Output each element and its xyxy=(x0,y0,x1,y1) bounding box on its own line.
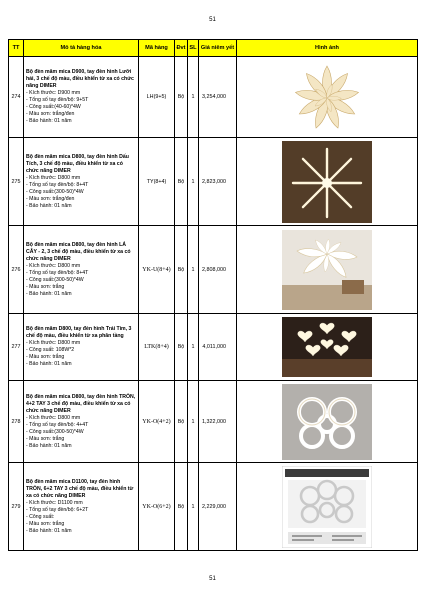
table-row xyxy=(9,57,418,138)
spec-line: - Kích thước: D800 mm xyxy=(26,262,81,269)
product-image-cell xyxy=(237,314,418,381)
spec-line: - Bảo hành: 01 năm xyxy=(26,290,72,297)
spec-line: - Màu sơn: trắng xyxy=(26,435,65,442)
star-lamp-icon xyxy=(282,141,372,223)
product-price: 4,011,000 xyxy=(199,314,237,381)
table-row xyxy=(9,314,418,381)
spec-line: - Công suất: 108W*2 xyxy=(26,347,75,353)
product-title: Bộ đèn mâm mica D800, tay đèn hình LÁ CÂY - 2, 3 chế độ màu, điều khiển từ xa có chức năng DIMER xyxy=(26,241,131,262)
spec-line: - Tổng số tay đèn/bộ: 8+4T xyxy=(26,181,89,188)
spec-line: - Màu sơn: trắng xyxy=(26,520,65,527)
row-number: 275 xyxy=(9,138,24,226)
leaf-lamp-icon xyxy=(282,230,372,310)
spec-line: - Bảo hành: 01 năm xyxy=(26,118,72,124)
product-unit: Bộ xyxy=(175,57,188,138)
spec-line: - Tổng số tay đèn/bộ: 8+4T xyxy=(26,269,89,276)
page-number-top: 51 xyxy=(209,17,216,23)
ring-lamp-icon xyxy=(282,384,372,460)
spec-line: - Kích thước: D800 mm xyxy=(26,174,81,181)
product-unit: Bộ xyxy=(175,463,188,551)
header-tt: TT xyxy=(9,40,24,57)
product-qty: 1 xyxy=(188,381,199,463)
product-title: Bộ đèn mâm mica D800, tay đèn hình Dấu Tích, 3 chế độ màu, điều khiển từ xa có chức năng DIMER xyxy=(26,153,129,174)
product-price: 2,229,000 xyxy=(199,463,237,551)
product-code: LTK(8+4) xyxy=(139,314,175,381)
product-description xyxy=(24,314,139,381)
product-code: LH(9+5) xyxy=(139,57,175,138)
spec-line: - Công suất:(300-50)*4W xyxy=(26,188,84,195)
spec-line: - Công suất:(300-50)*4W xyxy=(26,428,84,435)
spec-line: - Bảo hành: 01 năm xyxy=(26,527,72,534)
product-qty: 1 xyxy=(188,57,199,138)
product-unit: Bộ xyxy=(175,381,188,463)
product-unit: Bộ xyxy=(175,314,188,381)
spec-line: - Kích thước: D900 mm xyxy=(26,90,81,96)
table-header-row xyxy=(9,40,418,57)
spec-line: - Bảo hành: 01 năm xyxy=(26,361,72,367)
flower-lamp-icon xyxy=(282,60,372,135)
product-unit: Bộ xyxy=(175,226,188,314)
product-image-cell xyxy=(237,138,418,226)
product-image-cell xyxy=(237,226,418,314)
spec-line: - Công suất: xyxy=(26,513,55,520)
product-price: 2,808,000 xyxy=(199,226,237,314)
spec-line: - Công suất:(300-50)*4W xyxy=(26,276,84,283)
product-code: YK-O(4+2) xyxy=(139,381,175,463)
product-image-cell xyxy=(237,463,418,551)
product-qty: 1 xyxy=(188,138,199,226)
table-row xyxy=(9,381,418,463)
product-table xyxy=(8,39,418,551)
row-number: 276 xyxy=(9,226,24,314)
spec-line: - Màu sơn: trắng/đen xyxy=(26,195,75,202)
product-qty: 1 xyxy=(188,226,199,314)
product-image-cell xyxy=(237,57,418,138)
header-qty: SL xyxy=(188,40,199,57)
spec-line: - Kích thước: D1100 mm xyxy=(26,499,83,506)
product-description xyxy=(24,138,139,226)
row-number: 278 xyxy=(9,381,24,463)
product-description xyxy=(24,226,139,314)
product-code: YK-O(6+2) xyxy=(139,463,175,551)
table-row xyxy=(9,226,418,314)
product-unit: Bộ xyxy=(175,138,188,226)
row-number: 277 xyxy=(9,314,24,381)
row-number: 274 xyxy=(9,57,24,138)
spec-line: - Kích thước: D800 mm xyxy=(26,414,81,421)
spec-line: - Tổng số tay đèn/bộ: 9+5T xyxy=(26,97,89,103)
header-image: Hình ảnh xyxy=(237,40,418,57)
product-code: TY(8+4) xyxy=(139,138,175,226)
table-row xyxy=(9,463,418,551)
spec-line: - Kích thước: D800 mm xyxy=(26,340,81,346)
product-title: Bộ đèn mâm mica D900, tay đèn hình Lưỡi hái, 3 chế độ màu, điều khiển từ xa có chức năng DIMER xyxy=(26,69,134,89)
header-price: Giá niêm yết xyxy=(199,40,237,57)
header-code: Mã hàng xyxy=(139,40,175,57)
product-description xyxy=(24,57,139,138)
product-title: Bộ đèn mâm D800, tay đèn hình Trái Tim, 3 chế độ màu, điều khiển từ xa phân tầng xyxy=(26,326,132,339)
heart-lamp-icon xyxy=(282,317,372,377)
product-title: Bộ đèn mâm mica D1100, tay đèn hình TRÒN, 6+2 TAY 3 chế độ màu, điều khiển từ xa có chức năng DIMER xyxy=(26,478,134,499)
spec-line: - Màu sơn: trắng xyxy=(26,354,65,360)
spec-line: - Bảo hành: 01 năm xyxy=(26,442,72,449)
product-price: 3,254,000 xyxy=(199,57,237,138)
product-price: 1,322,000 xyxy=(199,381,237,463)
spec-line: - Màu sơn: trắng/đen xyxy=(26,111,75,117)
table-row xyxy=(9,138,418,226)
product-description xyxy=(24,381,139,463)
spec-line: - Tổng số tay đèn/bộ: 6+2T xyxy=(26,506,89,513)
product-code: YK-U(8+4) xyxy=(139,226,175,314)
spec-line: - Tổng số tay đèn/bộ: 4+4T xyxy=(26,421,89,428)
page-number-bottom: 51 xyxy=(209,576,216,582)
product-description xyxy=(24,463,139,551)
spec-line: - Bảo hành: 01 năm xyxy=(26,202,72,209)
product-qty: 1 xyxy=(188,463,199,551)
product-image-cell xyxy=(237,381,418,463)
row-number: 279 xyxy=(9,463,24,551)
header-name: Mô tả hàng hóa xyxy=(24,40,139,57)
ring-lamp-catalog-icon xyxy=(282,466,372,548)
header-unit: Đvt xyxy=(175,40,188,57)
product-title: Bộ đèn mâm mica D800, tay đèn hình TRÒN, 4+2 TAY 3 chế độ màu, điều khiển từ xa có chức năng DIMER xyxy=(26,393,136,414)
spec-line: - Màu sơn: trắng xyxy=(26,283,65,290)
spec-line: - Công suất:(40-60)*4W xyxy=(26,104,81,110)
product-price: 2,823,000 xyxy=(199,138,237,226)
product-qty: 1 xyxy=(188,314,199,381)
